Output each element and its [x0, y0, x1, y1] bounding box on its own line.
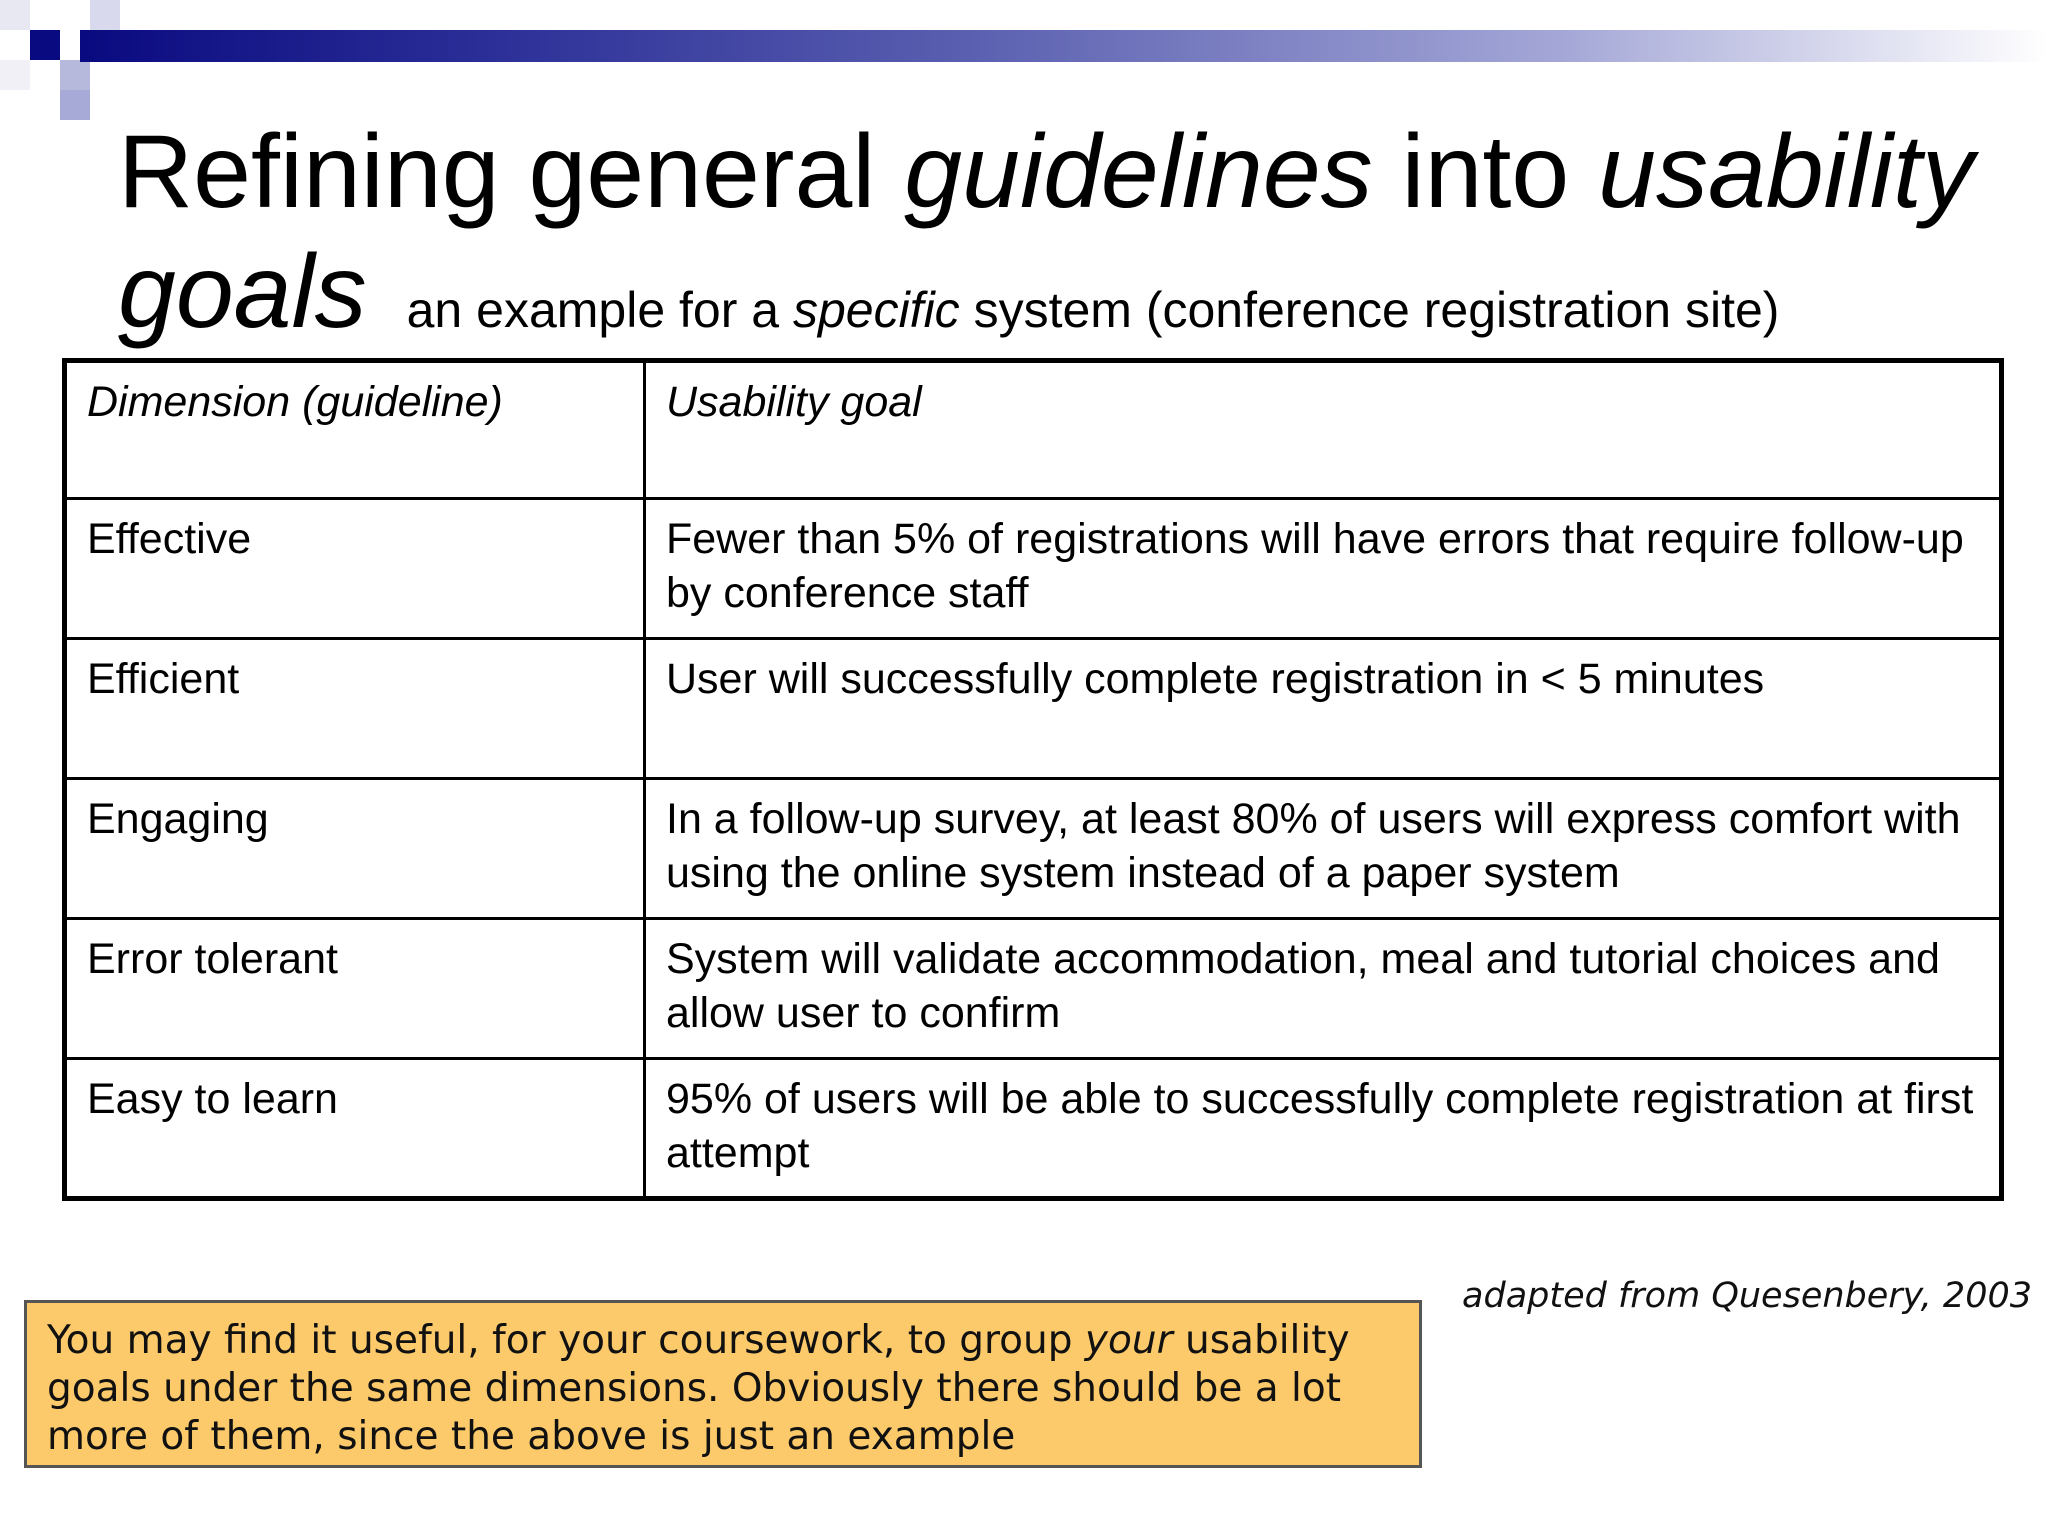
slide-title	[118, 112, 2018, 370]
table-row	[65, 1059, 2002, 1199]
table-row	[65, 779, 2002, 919]
subtitle-text: an example for a	[406, 282, 793, 338]
decor-square	[60, 60, 90, 90]
dimension-cell: Effective	[65, 499, 645, 639]
title-emphasis: usability	[1598, 114, 1974, 230]
header-gradient-band	[80, 30, 2048, 62]
slide-subtitle	[407, 282, 1780, 338]
decor-square	[90, 0, 120, 30]
title-emphasis: goals	[118, 234, 367, 350]
goal-cell: In a follow-up survey, at least 80% of users will express comfort with using the online system instead of a paper system	[645, 779, 2002, 919]
goal-cell: Fewer than 5% of registrations will have errors that require follow-up by conference staff	[645, 499, 2002, 639]
decor-square	[0, 60, 30, 90]
decor-square	[60, 90, 90, 120]
column-header-dimension: Dimension (guideline)	[65, 361, 645, 499]
coursework-note-box	[24, 1300, 1422, 1468]
subtitle-emphasis: specific	[792, 282, 960, 338]
title-emphasis: guidelines	[904, 114, 1373, 230]
table-row	[65, 499, 2002, 639]
goal-cell: 95% of users will be able to successfully complete registration at first attempt	[645, 1059, 2002, 1199]
table-row	[65, 919, 2002, 1059]
table-row	[65, 639, 2002, 779]
table-header-row	[65, 361, 2002, 499]
note-emphasis: your	[1084, 1318, 1173, 1363]
source-attribution: adapted from Quesenbery, 2003	[1462, 1276, 2032, 1316]
note-text: usability goals under the same dimensions. Obviously there should be a lot more of them, since the above is just an example	[47, 1318, 1350, 1459]
dimension-cell: Efficient	[65, 639, 645, 779]
decor-square	[0, 0, 30, 30]
dimension-cell: Error tolerant	[65, 919, 645, 1059]
title-text: Refining general	[118, 114, 905, 230]
goal-cell: User will successfully complete registration in < 5 minutes	[645, 639, 2002, 779]
decor-square	[30, 30, 60, 60]
column-header-goal: Usability goal	[645, 361, 2002, 499]
note-text: You may find it useful, for your coursework, to group	[47, 1318, 1085, 1363]
title-text: into	[1372, 114, 1599, 230]
dimension-cell: Engaging	[65, 779, 645, 919]
dimension-cell: Easy to learn	[65, 1059, 645, 1199]
subtitle-text: system (conference registration site)	[959, 282, 1780, 338]
usability-goals-table	[62, 358, 2004, 1201]
goal-cell: System will validate accommodation, meal and tutorial choices and allow user to confirm	[645, 919, 2002, 1059]
